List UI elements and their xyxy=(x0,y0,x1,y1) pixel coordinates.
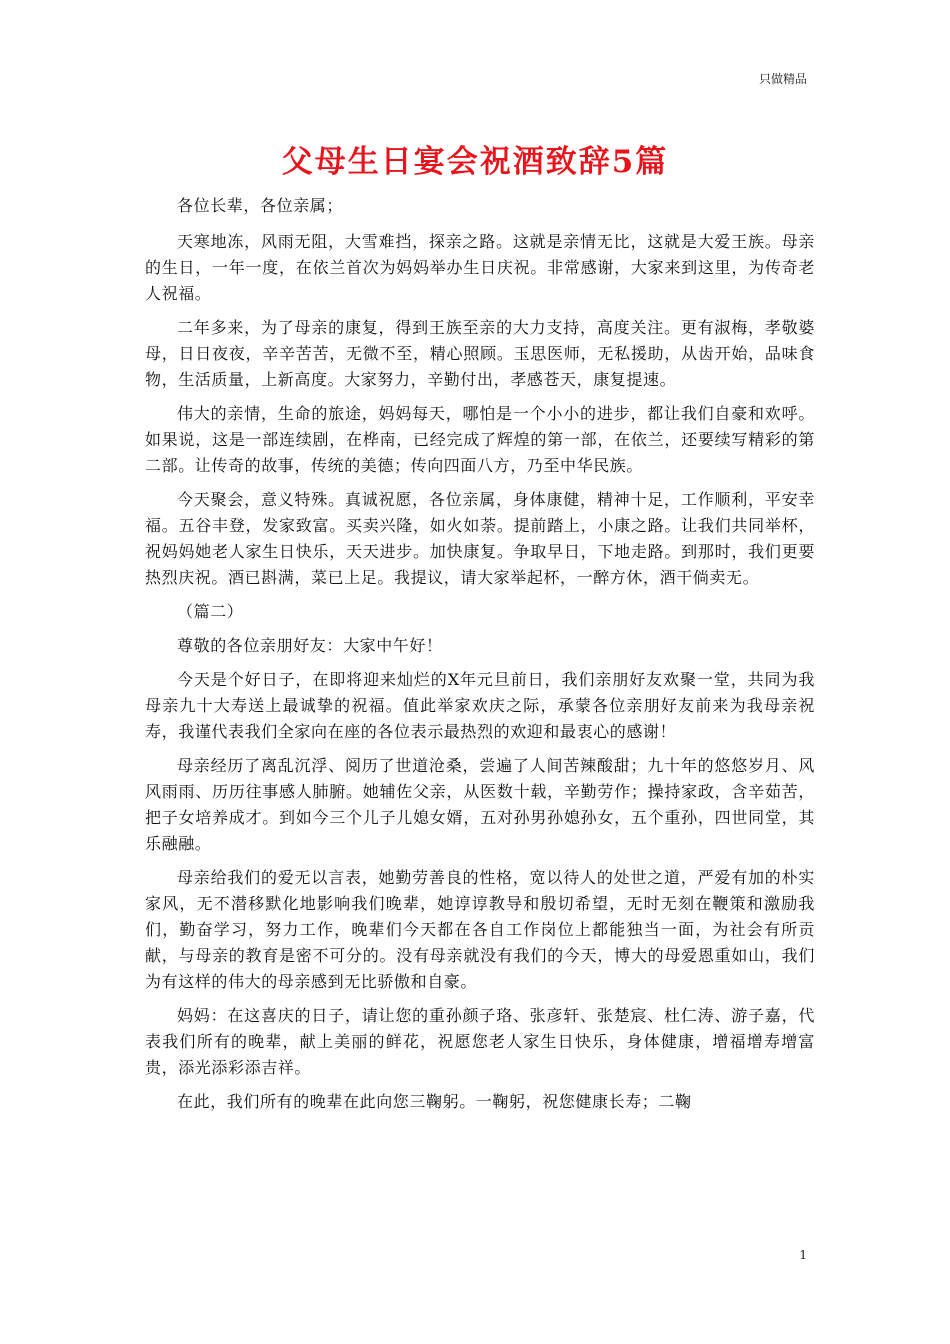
paragraph: 母亲经历了离乱沉浮、阅历了世道沧桑，尝遍了人间苦辣酸甜；九十年的悠悠岁月、风风雨雨、历历往事感人肺腑。她辅佐父亲，从医数十载，辛勤劳作；操持家政，含辛茹苦，把子女培养成才。到如今三个儿子儿媳女婿，五对孙男孙媳孙女，五个重孙，四世同堂，其乐融融。 xyxy=(145,756,815,853)
paragraph-salutation: 尊敬的各位亲朋好友：大家中午好！ xyxy=(177,636,443,655)
header-note: 只做精品 xyxy=(758,72,807,86)
paragraph: 天寒地冻，风雨无阻，大雪难挡，探亲之路。这就是亲情无比，这就是大爱王族。母亲的生日，一年一度，在依兰首次为妈妈举办生日庆祝。非常感谢，大家来到这里，为传奇老人祝福。 xyxy=(145,232,815,303)
paragraph: 今天是个好日子，在即将迎来灿烂的X年元旦前日，我们亲朋好友欢聚一堂，共同为我母亲九十大寿送上最诚挚的祝福。值此举家欢庆之际，承蒙各位亲朋好友前来为我母亲祝寿，我谨代表我们全家向在座的各位表示最热烈的欢迎和最衷心的感谢！ xyxy=(145,670,815,741)
document-title: 父母生日宴会祝酒致辞5篇 xyxy=(281,144,669,180)
section-heading: （篇二） xyxy=(177,602,244,621)
paragraph: 母亲给我们的爱无以言表，她勤劳善良的性格，宽以待人的处世之道，严爱有加的朴实家风，无不潜移默化地影响我们晚辈，她谆谆教导和殷切希望，无时无刻在鞭策和激励我们，勤奋学习，努力工作，晚辈们今天都在各自工作岗位上都能独当一面，为社会有所贡献，与母亲的教育是密不可分的。没有母亲就没有我们的今天，博大的母爱恩重如山，我们为有这样的伟大的母亲感到无比骄傲和自豪。 xyxy=(145,868,815,991)
paragraph-salutation: 各位长辈，各位亲属； xyxy=(177,196,344,215)
paragraph: 在此，我们所有的晚辈在此向您三鞠躬。一鞠躬，祝您健康长寿；二鞠 xyxy=(177,1092,692,1111)
page-number: 1 xyxy=(799,1248,807,1262)
paragraph: 二年多来，为了母亲的康复，得到王族至亲的大力支持，高度关注。更有淑梅，孝敬婆母，日日夜夜，辛辛苦苦，无微不至，精心照顾。玉思医师，无私援助，从齿开始，品味食物，生活质量，上新高度。大家努力，辛勤付出，孝感苍天，康复提速。 xyxy=(145,318,815,389)
paragraph: 妈妈：在这喜庆的日子，请让您的重孙颜子珞、张彦轩、张楚宸、杜仁涛、游子嘉，代表我们所有的晚辈，献上美丽的鲜花，祝愿您老人家生日快乐，身体健康，增福增寿增富贵，添光添彩添吉祥。 xyxy=(145,1006,815,1077)
document-body xyxy=(145,193,815,1123)
paragraph: 今天聚会，意义特殊。真诚祝愿，各位亲属，身体康健，精神十足，工作顺利，平安幸福。五谷丰登，发家致富。买卖兴隆，如火如荼。提前踏上，小康之路。让我们共同举杯，祝妈妈她老人家生日快乐，天天进步。加快康复。争取早日，下地走路。到那时，我们更要热烈庆祝。酒已斟满，菜已上足。我提议，请大家举起杯，一醉方休，酒干倘卖无。 xyxy=(145,490,815,587)
paragraph: 伟大的亲情，生命的旅途，妈妈每天，哪怕是一个小小的进步，都让我们自豪和欢呼。如果说，这是一部连续剧，在桦南，已经完成了辉煌的第一部，在依兰，还要续写精彩的第二部。让传奇的故事，传统的美德；传向四面八方，乃至中华民族。 xyxy=(145,404,815,475)
